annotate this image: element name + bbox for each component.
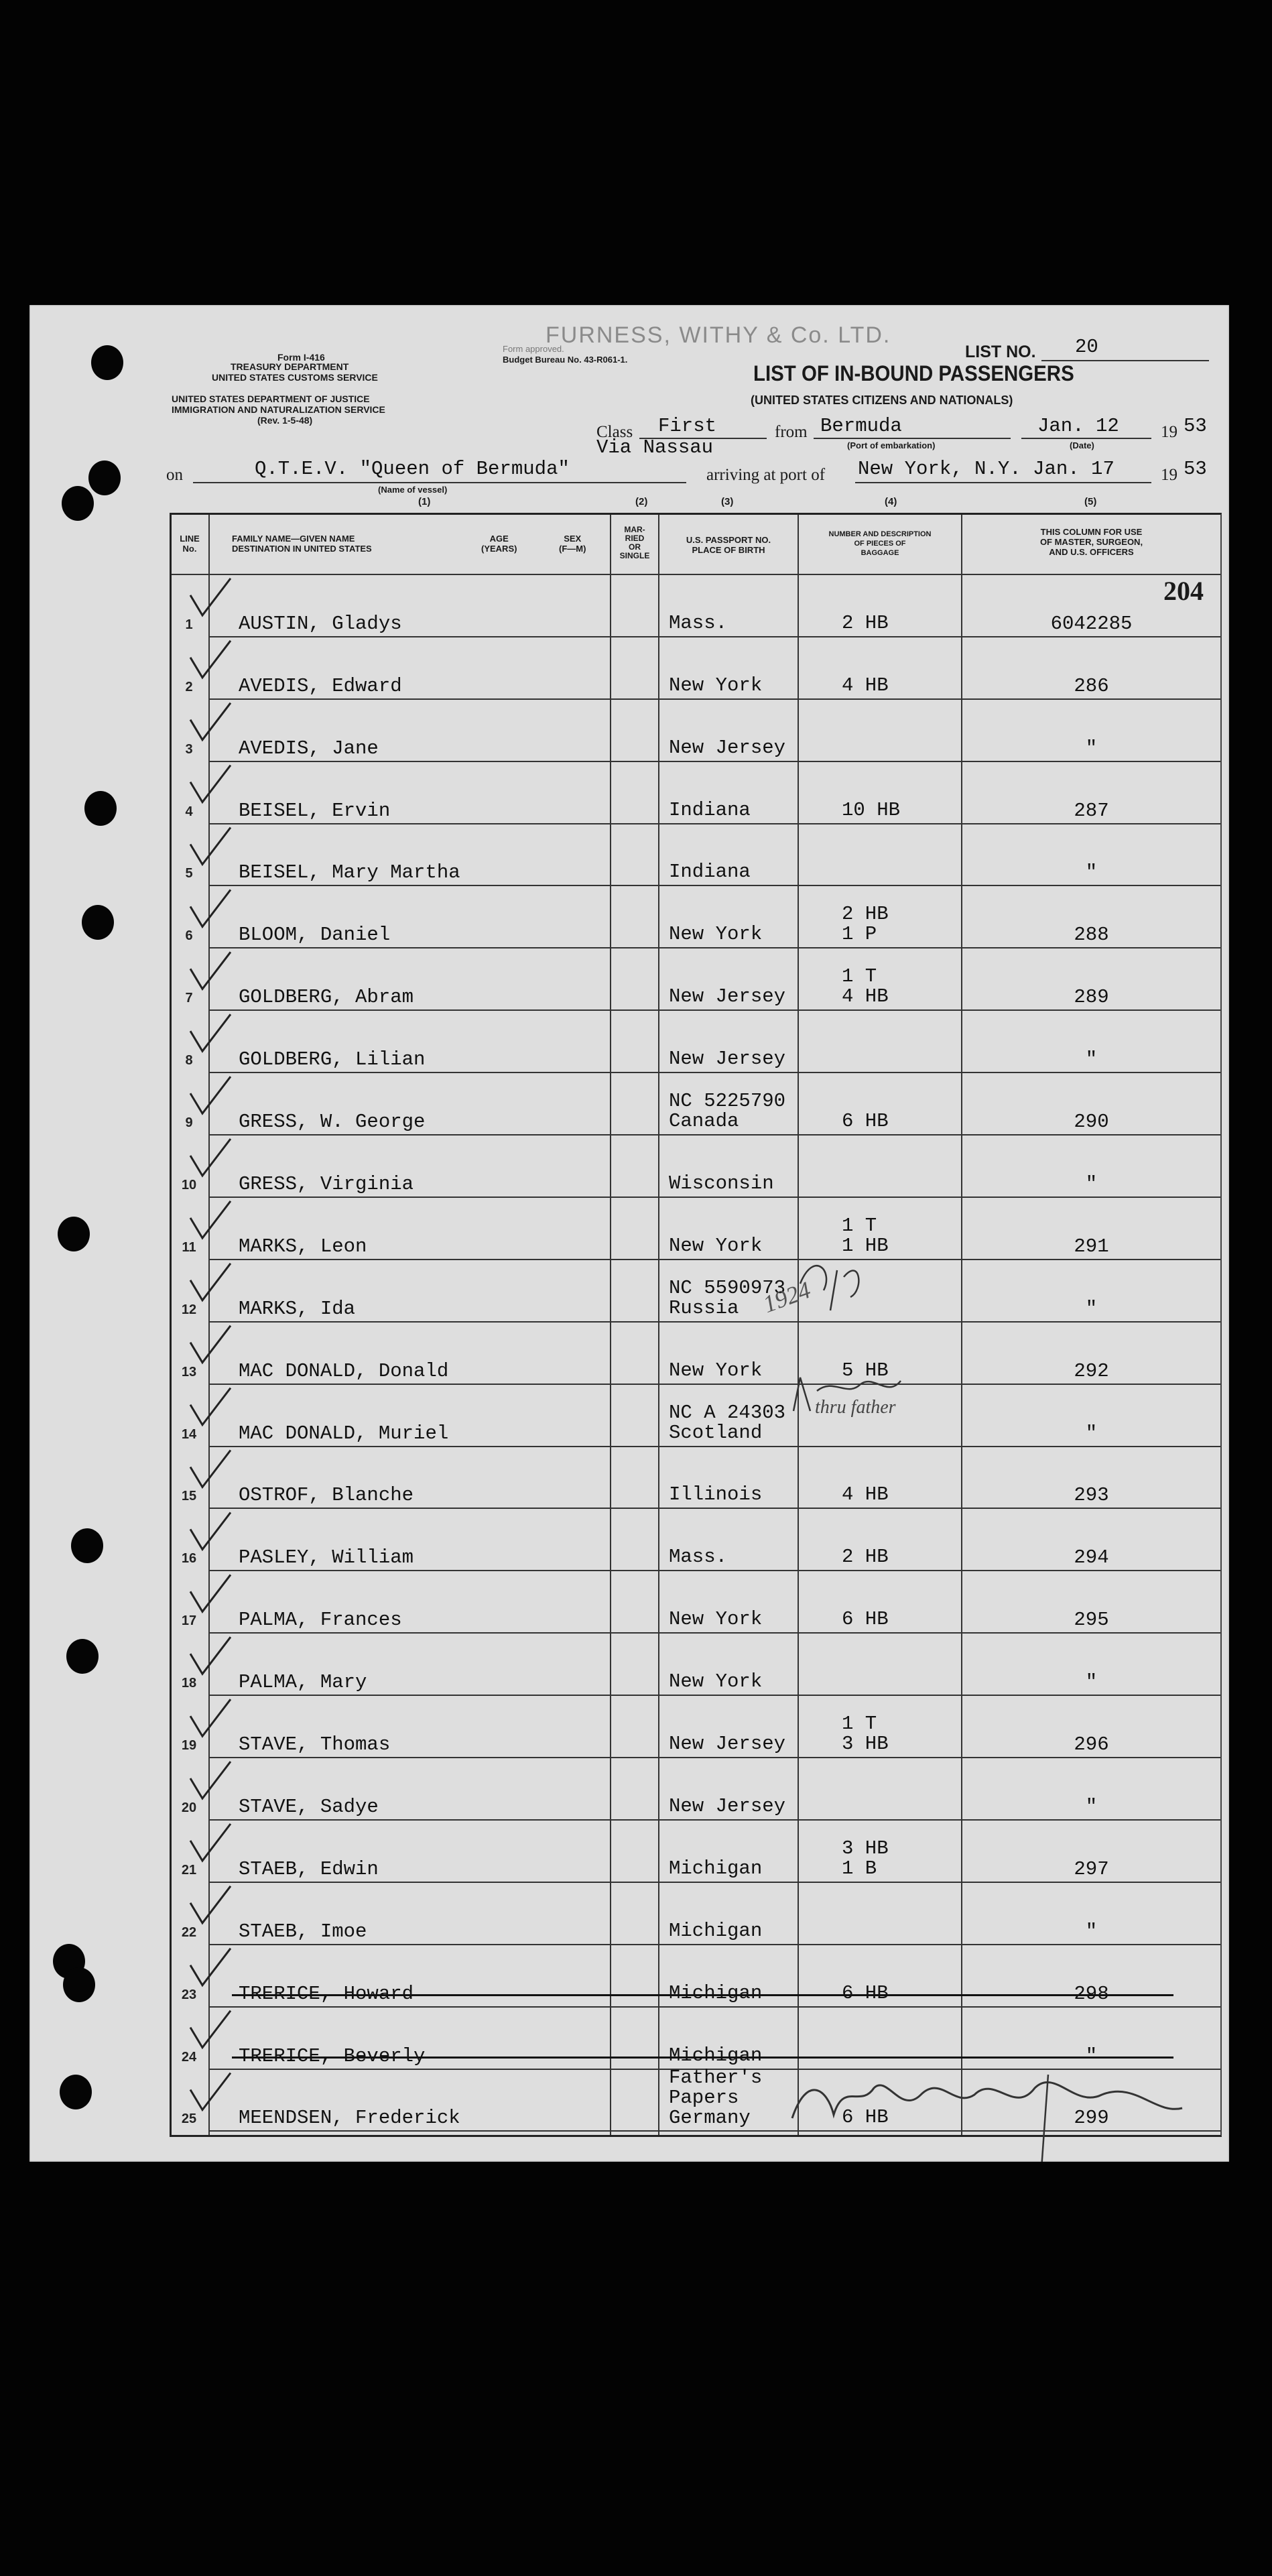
officer-number: " bbox=[1085, 861, 1098, 884]
check-mark bbox=[190, 641, 231, 678]
baggage: 2 HB bbox=[842, 611, 889, 634]
line-number: 6 bbox=[185, 928, 193, 944]
baggage: 10 HB bbox=[842, 798, 901, 821]
passport-place-of-birth: Wisconsin bbox=[669, 1172, 774, 1194]
form-sheet bbox=[29, 305, 1229, 2162]
check-mark bbox=[190, 2011, 231, 2048]
header-name: FAMILY NAME—GIVEN NAME DESTINATION IN UNITED STATES bbox=[232, 534, 372, 554]
form-approved: Form approved. bbox=[503, 344, 564, 354]
header-passport: U.S. PASSPORT NO. PLACE OF BIRTH bbox=[686, 535, 771, 555]
check-mark bbox=[190, 1264, 231, 1300]
col-number-3: (3) bbox=[721, 496, 734, 507]
baggage: 6 HB bbox=[842, 1608, 889, 1631]
date-caption: (Date) bbox=[1070, 440, 1094, 450]
passport-place-of-birth: Illinois bbox=[669, 1483, 763, 1506]
passenger-name: MARKS, Leon bbox=[239, 1235, 367, 1258]
check-mark bbox=[190, 890, 231, 926]
signature-stroke bbox=[1041, 2075, 1048, 2162]
passenger-name: MAC DONALD, Donald bbox=[239, 1359, 449, 1382]
passenger-name: STAEB, Edwin bbox=[239, 1857, 379, 1880]
passenger-name: STAVE, Thomas bbox=[239, 1733, 391, 1756]
officer-number: 291 bbox=[1074, 1235, 1109, 1258]
passport-place-of-birth: NC A 24303 Scotland bbox=[669, 1401, 786, 1444]
officer-number: " bbox=[1085, 1671, 1098, 1694]
handwritten-note-father: thru father bbox=[815, 1396, 896, 1418]
check-mark bbox=[190, 2073, 231, 2110]
officer-number: 294 bbox=[1074, 1546, 1109, 1569]
list-title: LIST OF IN-BOUND PASSENGERS bbox=[753, 361, 1074, 385]
header-sex: SEX (F—M) bbox=[559, 534, 586, 554]
officer-number: " bbox=[1085, 2044, 1098, 2067]
passport-place-of-birth: Michigan bbox=[669, 1919, 763, 1942]
form-number: Form I-416 bbox=[277, 352, 325, 363]
check-mark bbox=[190, 1824, 231, 1861]
line-number: 9 bbox=[185, 1115, 193, 1131]
passenger-name: AVEDIS, Jane bbox=[239, 737, 379, 759]
line-number: 13 bbox=[181, 1364, 197, 1379]
baggage: 3 HB 1 B bbox=[842, 1837, 889, 1880]
baggage: 2 HB 1 P bbox=[842, 903, 889, 946]
passenger-name: BEISEL, Ervin bbox=[239, 799, 391, 822]
line-number: 22 bbox=[181, 1924, 197, 1940]
header-officers: THIS COLUMN FOR USE OF MASTER, SURGEON, AND U.S. OFFICERS bbox=[1039, 527, 1143, 557]
passport-place-of-birth: Mass. bbox=[669, 1546, 728, 1569]
passenger-name: OSTROF, Blanche bbox=[239, 1484, 414, 1507]
check-mark bbox=[190, 1886, 231, 1923]
baggage: 4 HB bbox=[842, 674, 889, 696]
officer-number: " bbox=[1085, 1422, 1098, 1445]
officer-number: 296 bbox=[1074, 1733, 1109, 1756]
baggage: 1 T 3 HB bbox=[842, 1713, 889, 1756]
passport-place-of-birth: Mass. bbox=[669, 611, 728, 634]
passenger-name: MEENDSEN, Frederick bbox=[239, 2107, 460, 2130]
officer-number: 288 bbox=[1074, 924, 1109, 946]
year-suffix-2: 53 bbox=[1184, 458, 1207, 480]
line-number: 4 bbox=[185, 804, 193, 819]
passenger-name: AUSTIN, Gladys bbox=[239, 612, 402, 635]
passenger-name: BLOOM, Daniel bbox=[239, 924, 391, 946]
officer-number: 295 bbox=[1074, 1609, 1109, 1632]
passport-place-of-birth: New York bbox=[669, 1608, 763, 1631]
treasury-department: TREASURY DEPARTMENT bbox=[231, 361, 349, 372]
vessel-name: Q.T.E.V. "Queen of Bermuda" bbox=[255, 458, 570, 480]
page-stamp: 204 bbox=[1163, 576, 1204, 606]
passport-place-of-birth: Michigan bbox=[669, 1857, 763, 1880]
check-mark bbox=[190, 1762, 231, 1798]
from-value: Bermuda bbox=[820, 415, 902, 437]
check-mark bbox=[190, 828, 231, 865]
baggage: 1 T 4 HB bbox=[842, 965, 889, 1008]
immigration-service: IMMIGRATION AND NATURALIZATION SERVICE bbox=[172, 404, 385, 415]
passenger-name: MARKS, Ida bbox=[239, 1297, 356, 1320]
passport-place-of-birth: New Jersey bbox=[669, 985, 786, 1008]
officer-number: " bbox=[1085, 1297, 1098, 1320]
passenger-name: STAEB, Imoe bbox=[239, 1920, 367, 1943]
col-number-2: (2) bbox=[635, 496, 648, 507]
list-no-label: LIST NO. bbox=[965, 343, 1036, 361]
check-mark bbox=[190, 1388, 231, 1425]
depart-date: Jan. 12 bbox=[1037, 415, 1119, 437]
col-number-5: (5) bbox=[1084, 496, 1097, 507]
line-number: 2 bbox=[185, 679, 193, 694]
handwritten-1924-scrawl bbox=[800, 1266, 858, 1310]
officer-number: " bbox=[1085, 1920, 1098, 1943]
passenger-name: GOLDBERG, Lilian bbox=[239, 1048, 426, 1071]
arriving-label: arriving at port of bbox=[706, 466, 826, 484]
list-no-value: 20 bbox=[1075, 336, 1098, 358]
line-number: 25 bbox=[181, 2111, 197, 2127]
passport-place-of-birth: New Jersey bbox=[669, 736, 786, 759]
via-value: Via Nassau bbox=[596, 436, 714, 458]
passport-place-of-birth: Father's Papers Germany bbox=[669, 2066, 763, 2129]
check-mark bbox=[190, 1014, 231, 1051]
passport-place-of-birth: Michigan bbox=[669, 2044, 763, 2067]
class-label: Class bbox=[596, 423, 633, 441]
check-mark bbox=[190, 1512, 231, 1549]
header-baggage: NUMBER AND DESCRIPTION OF PIECES OF BAGGAGE bbox=[828, 530, 932, 557]
officer-number: 292 bbox=[1074, 1359, 1109, 1382]
line-number: 21 bbox=[181, 1862, 197, 1878]
passenger-name: MAC DONALD, Muriel bbox=[239, 1422, 449, 1445]
line-number: 5 bbox=[185, 866, 193, 881]
line-number: 17 bbox=[181, 1613, 197, 1629]
arrival-port: New York, N.Y. Jan. 17 bbox=[858, 458, 1115, 480]
officer-number: 290 bbox=[1074, 1111, 1109, 1133]
line-number: 14 bbox=[181, 1426, 197, 1442]
passenger-name: GRESS, W. George bbox=[239, 1111, 426, 1133]
check-mark bbox=[190, 1201, 231, 1238]
line-number: 10 bbox=[181, 1177, 197, 1192]
line-number: 3 bbox=[185, 741, 193, 757]
passport-place-of-birth: New Jersey bbox=[669, 1794, 786, 1817]
officer-number: 298 bbox=[1074, 1982, 1109, 2005]
company-stamp: FURNESS, WITHY & Co. LTD. bbox=[546, 322, 891, 348]
header-married: MAR- RIED OR SINGLE bbox=[619, 525, 650, 560]
passport-place-of-birth: NC 5590973 Russia bbox=[669, 1276, 786, 1319]
year-prefix: 19 bbox=[1161, 423, 1178, 441]
class-value: First bbox=[658, 415, 717, 437]
passport-place-of-birth: Indiana bbox=[669, 861, 751, 883]
line-number: 19 bbox=[181, 1738, 197, 1754]
official-signature bbox=[792, 2082, 1182, 2118]
revision-date: (Rev. 1-5-48) bbox=[257, 415, 313, 426]
check-mark bbox=[190, 1637, 231, 1674]
list-subtitle: (UNITED STATES CITIZENS AND NATIONALS) bbox=[751, 393, 1013, 407]
passport-place-of-birth: Indiana bbox=[669, 798, 751, 821]
handwritten-father-scrawl bbox=[793, 1377, 901, 1411]
check-mark bbox=[190, 1949, 231, 1985]
line-number: 1 bbox=[185, 617, 193, 632]
line-number: 23 bbox=[181, 1987, 197, 2002]
passenger-name: PASLEY, William bbox=[239, 1546, 414, 1569]
line-number: 16 bbox=[181, 1551, 197, 1567]
passenger-name: PALMA, Frances bbox=[239, 1609, 402, 1632]
officer-number: " bbox=[1085, 1048, 1098, 1071]
check-mark bbox=[190, 1139, 231, 1176]
year-prefix-2: 19 bbox=[1161, 466, 1178, 484]
header-age: AGE (YEARS) bbox=[481, 534, 517, 554]
baggage: 1 T 1 HB bbox=[842, 1214, 889, 1257]
justice-department: UNITED STATES DEPARTMENT OF JUSTICE bbox=[172, 393, 370, 404]
officer-number: 286 bbox=[1074, 674, 1109, 697]
passport-place-of-birth: New York bbox=[669, 1234, 763, 1257]
line-number: 24 bbox=[181, 2049, 197, 2065]
baggage: 4 HB bbox=[842, 1483, 889, 1506]
check-mark bbox=[190, 1451, 231, 1487]
officer-number: 293 bbox=[1074, 1484, 1109, 1507]
baggage: 5 HB bbox=[842, 1359, 889, 1382]
line-number: 7 bbox=[185, 991, 193, 1006]
handwritten-note-1924: 1924 bbox=[759, 1276, 814, 1318]
passport-place-of-birth: New Jersey bbox=[669, 1733, 786, 1756]
baggage: 6 HB bbox=[842, 2106, 889, 2129]
line-number: 20 bbox=[181, 1800, 197, 1815]
check-mark bbox=[190, 703, 231, 740]
line-number: 8 bbox=[185, 1053, 193, 1068]
passenger-name: TRERICE, Beverly bbox=[239, 2044, 426, 2067]
check-mark bbox=[190, 578, 231, 615]
officer-number: 289 bbox=[1074, 986, 1109, 1009]
officer-number: 287 bbox=[1074, 799, 1109, 822]
officer-number: 297 bbox=[1074, 1857, 1109, 1880]
col-number-4: (4) bbox=[885, 496, 897, 507]
line-number: 12 bbox=[181, 1302, 197, 1317]
passenger-name: GRESS, Virginia bbox=[239, 1172, 414, 1195]
handwritten-marks bbox=[29, 305, 1229, 2162]
officer-number: " bbox=[1085, 737, 1098, 759]
check-mark bbox=[190, 1575, 231, 1611]
check-mark bbox=[190, 765, 231, 802]
passport-place-of-birth: Michigan bbox=[669, 1981, 763, 2004]
passport-place-of-birth: NC 5225790 Canada bbox=[669, 1090, 786, 1133]
passport-place-of-birth: New York bbox=[669, 1670, 763, 1693]
on-label: on bbox=[166, 466, 183, 484]
line-number: 11 bbox=[182, 1239, 196, 1255]
officer-number: 299 bbox=[1074, 2107, 1109, 2130]
baggage: 6 HB bbox=[842, 1110, 889, 1133]
baggage: 2 HB bbox=[842, 1546, 889, 1569]
line-number: 18 bbox=[181, 1676, 197, 1691]
passport-place-of-birth: New York bbox=[669, 674, 763, 696]
baggage: 6 HB bbox=[842, 1981, 889, 2004]
customs-service: UNITED STATES CUSTOMS SERVICE bbox=[212, 372, 378, 383]
vessel-caption: (Name of vessel) bbox=[378, 485, 448, 495]
officer-number: 6042285 bbox=[1050, 612, 1133, 635]
col-number-1: (1) bbox=[418, 496, 431, 507]
passport-place-of-birth: New Jersey bbox=[669, 1048, 786, 1070]
passport-place-of-birth: New York bbox=[669, 1359, 763, 1382]
budget-bureau: Budget Bureau No. 43-R061-1. bbox=[503, 355, 628, 365]
check-mark bbox=[190, 952, 231, 989]
passenger-name: AVEDIS, Edward bbox=[239, 674, 402, 697]
officer-number: " bbox=[1085, 1172, 1098, 1195]
passenger-name: TRERICE, Howard bbox=[239, 1982, 414, 2005]
check-mark bbox=[190, 1077, 231, 1113]
header-line-no: LINE No. bbox=[180, 534, 200, 554]
line-number: 15 bbox=[181, 1489, 197, 1504]
year-suffix: 53 bbox=[1184, 415, 1207, 437]
passenger-name: PALMA, Mary bbox=[239, 1671, 367, 1694]
passenger-name: GOLDBERG, Abram bbox=[239, 986, 414, 1009]
check-mark bbox=[190, 1699, 231, 1736]
officer-number: " bbox=[1085, 1795, 1098, 1818]
port-caption: (Port of embarkation) bbox=[847, 440, 936, 450]
check-mark bbox=[190, 1326, 231, 1363]
passport-place-of-birth: New York bbox=[669, 923, 763, 946]
passenger-name: BEISEL, Mary Martha bbox=[239, 861, 460, 884]
passenger-name: STAVE, Sadye bbox=[239, 1795, 379, 1818]
from-label: from bbox=[775, 423, 808, 441]
